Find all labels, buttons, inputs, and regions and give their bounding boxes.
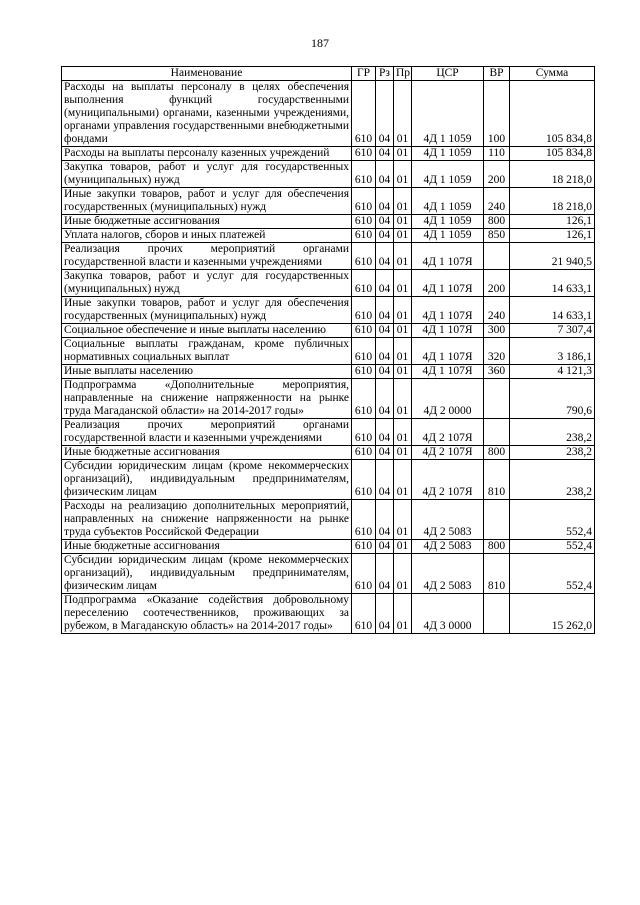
row-name: Иные закупки товаров, работ и услуг для обеспечения государственных (муниципальных) нужд (62, 188, 352, 215)
row-rz: 04 (376, 446, 394, 460)
row-csr: 4Д 1 1059 (412, 188, 484, 215)
table-row (62, 338, 595, 365)
row-vr: 300 (484, 324, 510, 338)
row-name: Закупка товаров, работ и услуг для государственных (муниципальных) нужд (62, 270, 352, 297)
row-pr: 01 (394, 500, 412, 540)
row-name: Уплата налогов, сборов и иных платежей (62, 229, 352, 243)
row-vr (484, 500, 510, 540)
row-csr: 4Д 1 107Я (412, 338, 484, 365)
row-name: Субсидии юридическим лицам (кроме некоммерческих организаций), индивидуальным предпринимателям, физическим лицам (62, 554, 352, 594)
row-gr: 610 (352, 324, 376, 338)
table-row (62, 540, 595, 554)
row-pr: 01 (394, 338, 412, 365)
table-row (62, 446, 595, 460)
row-vr: 360 (484, 365, 510, 379)
table-row (62, 379, 595, 419)
row-csr: 4Д 2 0000 (412, 379, 484, 419)
table-row (62, 460, 595, 500)
row-csr: 4Д 2 107Я (412, 460, 484, 500)
row-name: Реализация прочих мероприятий органами государственной власти и казенными учреждениями (62, 243, 352, 270)
row-name: Иные бюджетные ассигнования (62, 215, 352, 229)
header-csr: ЦСР (412, 67, 484, 81)
row-gr: 610 (352, 419, 376, 446)
row-vr: 800 (484, 215, 510, 229)
row-name: Расходы на выплаты персоналу в целях обеспечения выполнения функций государственными (муниципальными) органами, казенными учреждениями, органами управления государственными внебюджетными фондами (62, 81, 352, 147)
row-rz: 04 (376, 229, 394, 243)
row-pr: 01 (394, 229, 412, 243)
row-pr: 01 (394, 188, 412, 215)
table-row (62, 500, 595, 540)
table-row (62, 161, 595, 188)
row-sum: 238,2 (510, 419, 595, 446)
row-pr: 01 (394, 594, 412, 634)
row-pr: 01 (394, 270, 412, 297)
row-rz: 04 (376, 365, 394, 379)
row-sum: 4 121,3 (510, 365, 595, 379)
row-vr: 810 (484, 460, 510, 500)
row-sum: 14 633,1 (510, 297, 595, 324)
row-vr: 100 (484, 81, 510, 147)
row-sum: 238,2 (510, 446, 595, 460)
row-rz: 04 (376, 540, 394, 554)
table-row (62, 554, 595, 594)
row-sum: 15 262,0 (510, 594, 595, 634)
row-vr (484, 379, 510, 419)
table-row (62, 81, 595, 147)
row-pr: 01 (394, 460, 412, 500)
row-sum: 18 218,0 (510, 161, 595, 188)
row-rz: 04 (376, 379, 394, 419)
table-row (62, 243, 595, 270)
row-pr: 01 (394, 161, 412, 188)
row-pr: 01 (394, 147, 412, 161)
row-rz: 04 (376, 338, 394, 365)
row-rz: 04 (376, 500, 394, 540)
table-row (62, 270, 595, 297)
row-pr: 01 (394, 446, 412, 460)
row-name: Иные бюджетные ассигнования (62, 446, 352, 460)
row-vr (484, 243, 510, 270)
row-sum: 14 633,1 (510, 270, 595, 297)
row-sum: 126,1 (510, 215, 595, 229)
table-row (62, 594, 595, 634)
row-gr: 610 (352, 540, 376, 554)
row-pr: 01 (394, 540, 412, 554)
header-sum: Сумма (510, 67, 595, 81)
row-gr: 610 (352, 188, 376, 215)
table-row (62, 365, 595, 379)
row-sum: 21 940,5 (510, 243, 595, 270)
header-vr: ВР (484, 67, 510, 81)
row-rz: 04 (376, 81, 394, 147)
row-pr: 01 (394, 297, 412, 324)
row-sum: 552,4 (510, 554, 595, 594)
row-gr: 610 (352, 500, 376, 540)
row-gr: 610 (352, 270, 376, 297)
row-name: Иные бюджетные ассигнования (62, 540, 352, 554)
row-sum: 105 834,8 (510, 147, 595, 161)
row-gr: 610 (352, 243, 376, 270)
table-row (62, 297, 595, 324)
row-gr: 610 (352, 215, 376, 229)
row-name: Закупка товаров, работ и услуг для государственных (муниципальных) нужд (62, 161, 352, 188)
row-csr: 4Д 1 1059 (412, 147, 484, 161)
row-pr: 01 (394, 215, 412, 229)
row-rz: 04 (376, 161, 394, 188)
row-csr: 4Д 1 1059 (412, 161, 484, 188)
row-pr: 01 (394, 81, 412, 147)
row-name: Социальное обеспечение и иные выплаты населению (62, 324, 352, 338)
budget-table (61, 66, 595, 634)
row-vr: 320 (484, 338, 510, 365)
row-vr: 800 (484, 446, 510, 460)
row-csr: 4Д 1 1059 (412, 81, 484, 147)
row-vr: 240 (484, 297, 510, 324)
row-rz: 04 (376, 188, 394, 215)
table-row (62, 229, 595, 243)
row-gr: 610 (352, 554, 376, 594)
row-pr: 01 (394, 419, 412, 446)
row-rz: 04 (376, 215, 394, 229)
row-csr: 4Д 1 107Я (412, 324, 484, 338)
row-pr: 01 (394, 365, 412, 379)
row-csr: 4Д 1 1059 (412, 229, 484, 243)
row-csr: 4Д 1 107Я (412, 270, 484, 297)
row-csr: 4Д 2 107Я (412, 446, 484, 460)
row-csr: 4Д 2 5083 (412, 554, 484, 594)
row-pr: 01 (394, 324, 412, 338)
row-csr: 4Д 1 107Я (412, 365, 484, 379)
row-name: Расходы на реализацию дополнительных мероприятий, направленных на снижение напряженности на рынке труда субъектов Российской Федерации (62, 500, 352, 540)
row-vr: 800 (484, 540, 510, 554)
header-pr: Пр (394, 67, 412, 81)
row-rz: 04 (376, 460, 394, 500)
row-csr: 4Д 2 5083 (412, 540, 484, 554)
row-pr: 01 (394, 554, 412, 594)
row-name: Расходы на выплаты персоналу казенных учреждений (62, 147, 352, 161)
table-row (62, 419, 595, 446)
row-rz: 04 (376, 297, 394, 324)
row-name: Иные закупки товаров, работ и услуг для обеспечения государственных (муниципальных) нужд (62, 297, 352, 324)
row-gr: 610 (352, 161, 376, 188)
row-vr: 200 (484, 270, 510, 297)
row-gr: 610 (352, 229, 376, 243)
table-header-row (62, 67, 595, 81)
row-vr: 110 (484, 147, 510, 161)
row-csr: 4Д 2 5083 (412, 500, 484, 540)
row-sum: 126,1 (510, 229, 595, 243)
row-name: Подпрограмма «Оказание содействия добровольному переселению соотечественников, проживающих за рубежом, в Магаданскую область» на 2014-2017 годы» (62, 594, 352, 634)
row-rz: 04 (376, 270, 394, 297)
row-gr: 610 (352, 460, 376, 500)
row-gr: 610 (352, 147, 376, 161)
row-gr: 610 (352, 297, 376, 324)
table-row (62, 188, 595, 215)
table-row (62, 324, 595, 338)
row-vr: 200 (484, 161, 510, 188)
table-row (62, 147, 595, 161)
row-sum: 7 307,4 (510, 324, 595, 338)
row-vr: 850 (484, 229, 510, 243)
table-row (62, 215, 595, 229)
row-rz: 04 (376, 554, 394, 594)
header-gr: ГР (352, 67, 376, 81)
row-vr: 810 (484, 554, 510, 594)
row-csr: 4Д 1 107Я (412, 243, 484, 270)
row-csr: 4Д 1 1059 (412, 215, 484, 229)
row-sum: 3 186,1 (510, 338, 595, 365)
row-pr: 01 (394, 379, 412, 419)
row-rz: 04 (376, 594, 394, 634)
row-rz: 04 (376, 324, 394, 338)
row-sum: 552,4 (510, 540, 595, 554)
table-body (62, 81, 595, 634)
row-vr (484, 594, 510, 634)
row-pr: 01 (394, 243, 412, 270)
row-csr: 4Д 2 107Я (412, 419, 484, 446)
header-rz: Рз (376, 67, 394, 81)
row-name: Иные выплаты населению (62, 365, 352, 379)
row-gr: 610 (352, 379, 376, 419)
row-csr: 4Д 1 107Я (412, 297, 484, 324)
row-sum: 790,6 (510, 379, 595, 419)
row-vr: 240 (484, 188, 510, 215)
row-gr: 610 (352, 338, 376, 365)
row-sum: 238,2 (510, 460, 595, 500)
row-csr: 4Д 3 0000 (412, 594, 484, 634)
row-gr: 610 (352, 446, 376, 460)
row-name: Реализация прочих мероприятий органами государственной власти и казенными учреждениями (62, 419, 352, 446)
row-gr: 610 (352, 594, 376, 634)
header-name: Наименование (62, 67, 352, 81)
row-sum: 105 834,8 (510, 81, 595, 147)
row-gr: 610 (352, 365, 376, 379)
page-number: 187 (311, 36, 329, 50)
row-gr: 610 (352, 81, 376, 147)
row-name: Подпрограмма «Дополнительные мероприятия, направленные на снижение напряженности на рынке труда Магаданской области» на 2014-2017 годы» (62, 379, 352, 419)
row-sum: 552,4 (510, 500, 595, 540)
row-rz: 04 (376, 243, 394, 270)
row-rz: 04 (376, 147, 394, 161)
row-rz: 04 (376, 419, 394, 446)
row-name: Субсидии юридическим лицам (кроме некоммерческих организаций), индивидуальным предпринимателям, физическим лицам (62, 460, 352, 500)
row-vr (484, 419, 510, 446)
row-name: Социальные выплаты гражданам, кроме публичных нормативных социальных выплат (62, 338, 352, 365)
row-sum: 18 218,0 (510, 188, 595, 215)
